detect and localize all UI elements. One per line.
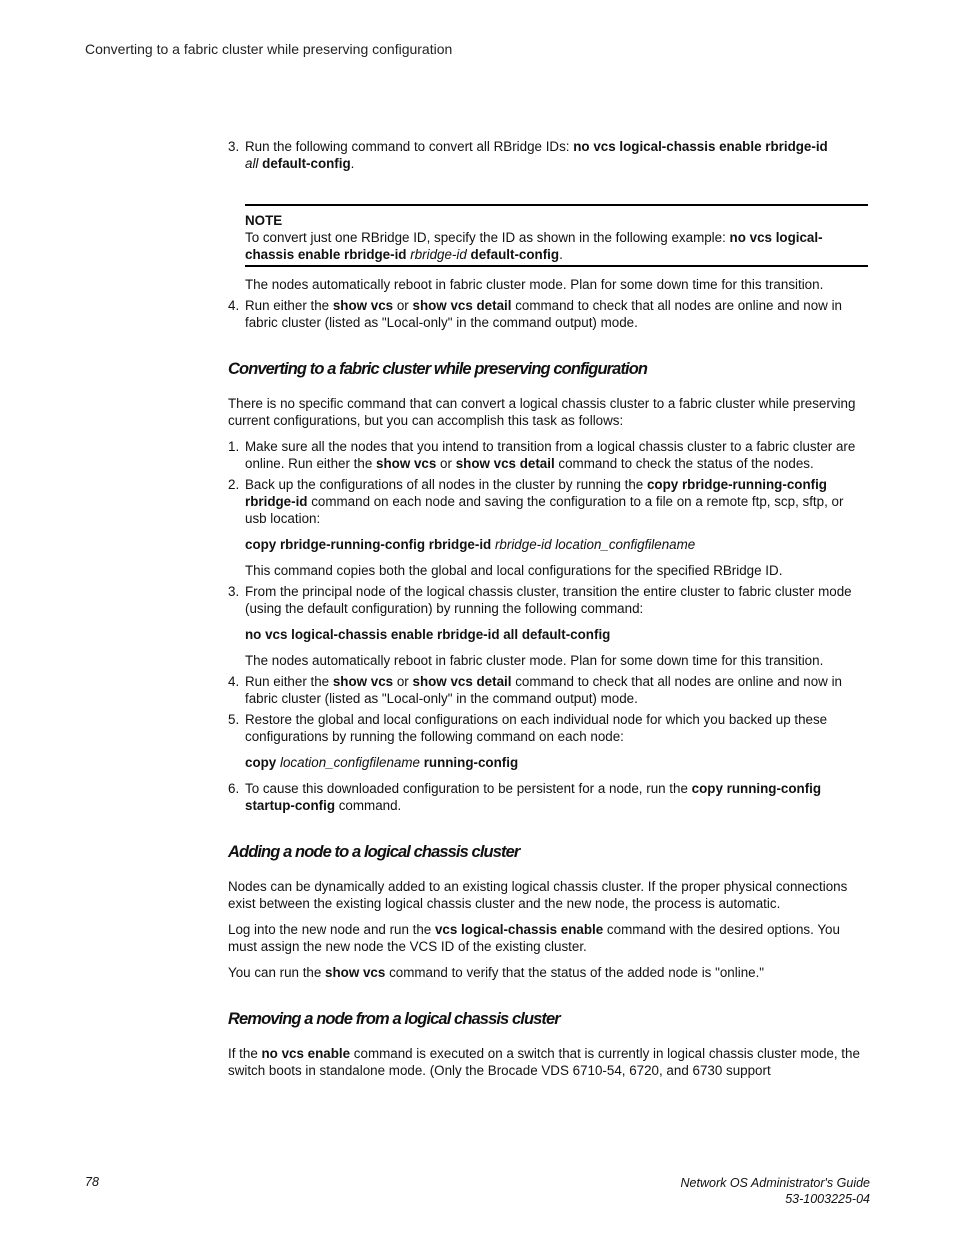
command-text: show vcs detail	[412, 298, 512, 313]
note-label: NOTE	[245, 213, 283, 228]
step-text: or	[436, 456, 456, 471]
command-variable: location_configfilename	[280, 755, 420, 770]
command-text: show vcs	[376, 456, 437, 471]
step-text: Run either the	[245, 298, 333, 313]
command-text: no vcs logical-chassis enable rbridge-id	[573, 139, 828, 154]
step-text: To cause this downloaded configuration to be persistent for a node, run the	[245, 781, 692, 796]
command-text: default-config	[470, 247, 560, 262]
paragraph	[228, 921, 868, 955]
paragraph	[228, 964, 868, 981]
step-text: Restore the global and local configurations on each individual node for which you backed up these configurations by running the following command on each node:	[245, 712, 828, 744]
command-text: no vcs logical-chassis enable rbridge-id	[245, 230, 823, 262]
command-variable: rbridge-id location_configfilename	[494, 537, 696, 552]
paragraph-text: command to verify that the status of the added node is "online."	[385, 965, 765, 980]
command-text: show vcs detail	[455, 456, 555, 471]
step-text: or	[393, 298, 413, 313]
doc-number: 53-1003225-04	[785, 1192, 870, 1206]
step-number: 6.	[228, 781, 240, 796]
command-text: no vcs logical-chassis enable rbridge-id all default-config	[245, 627, 611, 642]
list-item	[228, 138, 868, 172]
step-number: 2.	[228, 477, 240, 492]
note-box	[245, 204, 868, 267]
step-number: 5.	[228, 712, 240, 727]
paragraph-text: If the	[228, 1046, 262, 1061]
list-item	[228, 780, 868, 814]
step-text: From the principal node of the logical chassis cluster, transition the entire cluster to fabric cluster mode (using the default configuration) by running the following command:	[245, 584, 852, 616]
list-item	[228, 673, 868, 707]
step-text: or	[393, 674, 413, 689]
paragraph	[228, 1045, 868, 1079]
command-text: show vcs	[332, 674, 394, 689]
list-item	[228, 711, 868, 745]
section-heading: Adding a node to a logical chassis cluster	[228, 843, 520, 861]
reboot-text: The nodes automatically reboot in fabric cluster mode. Plan for some down time for this transition.	[245, 277, 824, 292]
step-number: 3.	[228, 584, 240, 599]
command-text: copy rbridge-running-config rbridge-id	[245, 477, 827, 509]
section-heading: Converting to a fabric cluster while preserving configuration	[228, 360, 648, 378]
step-text: command.	[335, 798, 402, 813]
list-item	[228, 476, 868, 527]
footer-doc-info	[681, 1175, 870, 1207]
page-content	[228, 138, 868, 1088]
step-text: command on each node and saving the configuration to a file on a remote ftp, scp, sftp, or usb location:	[245, 494, 844, 526]
step-number: 1.	[228, 439, 240, 454]
step-followup: This command copies both the global and local configurations for the specified RBridge ID.	[245, 563, 783, 578]
doc-title: Network OS Administrator's Guide	[680, 1176, 870, 1190]
step-text: Run the following command to convert all RBridge IDs:	[245, 139, 574, 154]
command-text: no vcs enable	[261, 1046, 351, 1061]
list-item	[228, 438, 868, 472]
step-number: 4.	[228, 674, 240, 689]
section-intro: There is no specific command that can convert a logical chassis cluster to a fabric cluster while preserving current configurations, but you can accomplish this task as follows:	[228, 396, 856, 428]
command-variable: rbridge-id	[410, 247, 467, 262]
step-text: Run either the	[245, 674, 333, 689]
command-text: copy running-config startup-config	[245, 781, 822, 813]
note-text	[245, 229, 868, 263]
page-number: 78	[85, 1175, 99, 1189]
list-item	[228, 583, 868, 617]
command-text: show vcs detail	[412, 674, 512, 689]
command-example	[245, 626, 868, 643]
command-text: copy	[245, 755, 277, 770]
command-text: show vcs	[325, 965, 386, 980]
step-text: command to check that all nodes are online and now in fabric cluster (listed as "Local-only" in the command output) mode.	[245, 674, 842, 706]
step-followup: The nodes automatically reboot in fabric cluster mode. Plan for some down time for this transition.	[245, 653, 824, 668]
command-example	[245, 754, 868, 771]
paragraph: Nodes can be dynamically added to an existing logical chassis cluster. If the proper physical connections exist between the existing logical chassis cluster and the new node, the process is automatic.	[228, 879, 848, 911]
step-text: command to check that all nodes are online and now in fabric cluster (listed as "Local-only" in the command output) mode.	[245, 298, 842, 330]
paragraph-text: You can run the	[228, 965, 326, 980]
note-body: .	[559, 247, 563, 262]
step-text: .	[350, 156, 355, 171]
command-example	[245, 536, 868, 553]
section-heading: Removing a node from a logical chassis cluster	[228, 1010, 560, 1028]
command-text: vcs logical-chassis enable	[434, 922, 604, 937]
step-text: command to check the status of the nodes.	[554, 456, 814, 471]
command-variable: all	[245, 156, 259, 171]
command-text: show vcs	[332, 298, 394, 313]
paragraph-text: Log into the new node and run the	[228, 922, 435, 937]
step-text: Make sure all the nodes that you intend to transition from a logical chassis cluster to a fabric cluster are online. Run either the	[245, 439, 856, 471]
command-text: default-config	[262, 156, 351, 171]
step-number: 3.	[228, 139, 240, 154]
command-text: copy rbridge-running-config rbridge-id	[245, 537, 492, 552]
paragraph-text: command is executed on a switch that is currently in logical chassis cluster mode, the switch boots in standalone mode. (Only the Brocade VDS 6710-54, 6720, and 6730 support	[228, 1046, 860, 1078]
step-text: Back up the configurations of all nodes in the cluster by running the	[245, 477, 647, 492]
command-text: running-config	[423, 755, 519, 770]
running-header: Converting to a fabric cluster while preserving configuration	[85, 41, 453, 57]
step-number: 4.	[228, 298, 240, 313]
list-item	[228, 297, 868, 331]
paragraph-text: command with the desired options. You must assign the new node the VCS ID of the existing cluster.	[228, 922, 840, 954]
note-body: To convert just one RBridge ID, specify the ID as shown in the following example:	[245, 230, 730, 245]
